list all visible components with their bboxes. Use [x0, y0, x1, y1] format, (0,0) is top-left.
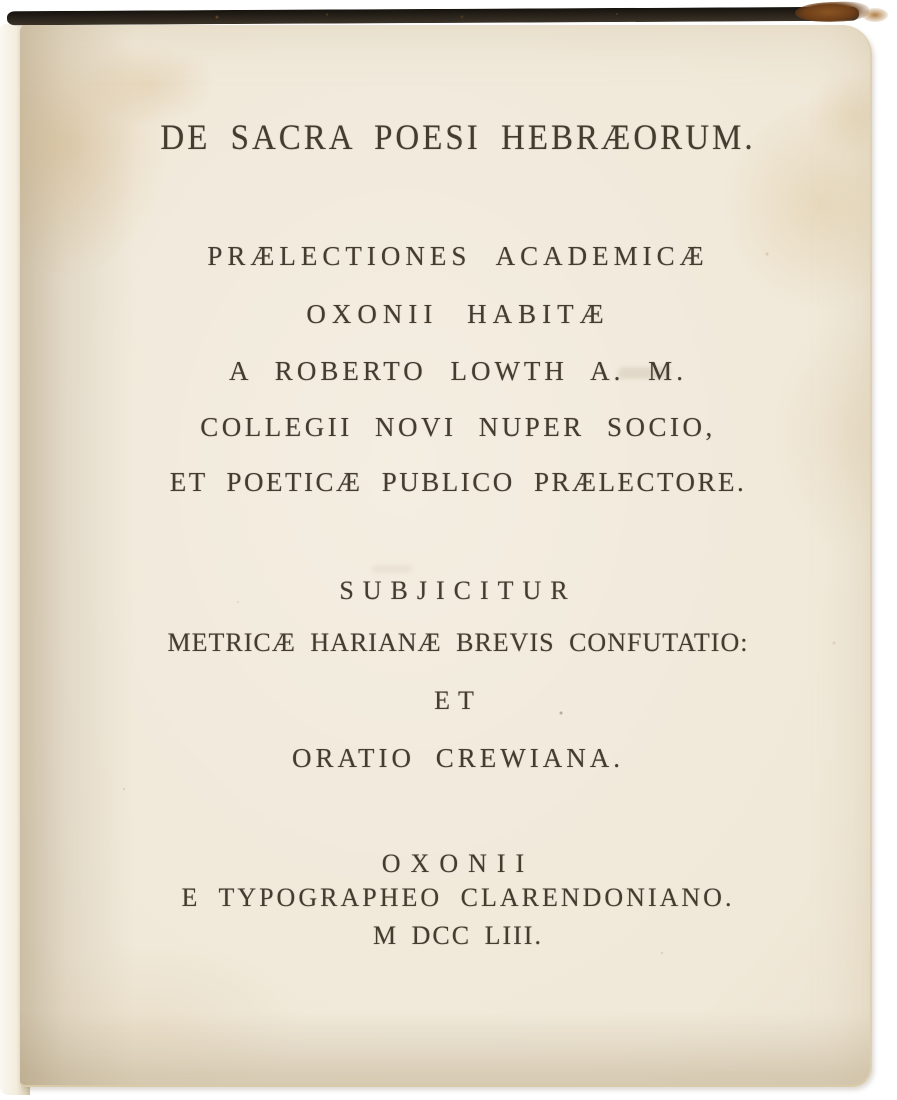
subtitle-line: ET POETICÆ PUBLICO PRÆLECTORE.: [169, 467, 747, 497]
worn-leather-patch-small: [862, 8, 888, 22]
imprint-place: OXONII: [381, 849, 535, 878]
subtitle-line: COLLEGII NOVI NUPER SOCIO,: [200, 412, 716, 442]
imprint-press: E TYPOGRAPHEO CLARENDONIANO.: [181, 883, 735, 912]
appendix-line: ET: [434, 686, 482, 715]
appendix-line: SUBJICITUR: [339, 576, 577, 605]
title-page-text: [68, 0, 848, 1100]
subtitle-line: PRÆLECTIONES ACADEMICÆ: [207, 241, 709, 271]
author-line: A ROBERTO LOWTH A. M.: [229, 356, 687, 386]
imprint-date: M DCC LIII.: [373, 921, 543, 950]
main-title: DE SACRA POESI HEBRÆORUM.: [160, 118, 756, 158]
appendix-line: ORATIO CREWIANA.: [292, 743, 624, 773]
subtitle-line: OXONII HABITÆ: [306, 299, 610, 329]
appendix-line: METRICÆ HARIANÆ BREVIS CONFUTATIO:: [167, 628, 749, 657]
